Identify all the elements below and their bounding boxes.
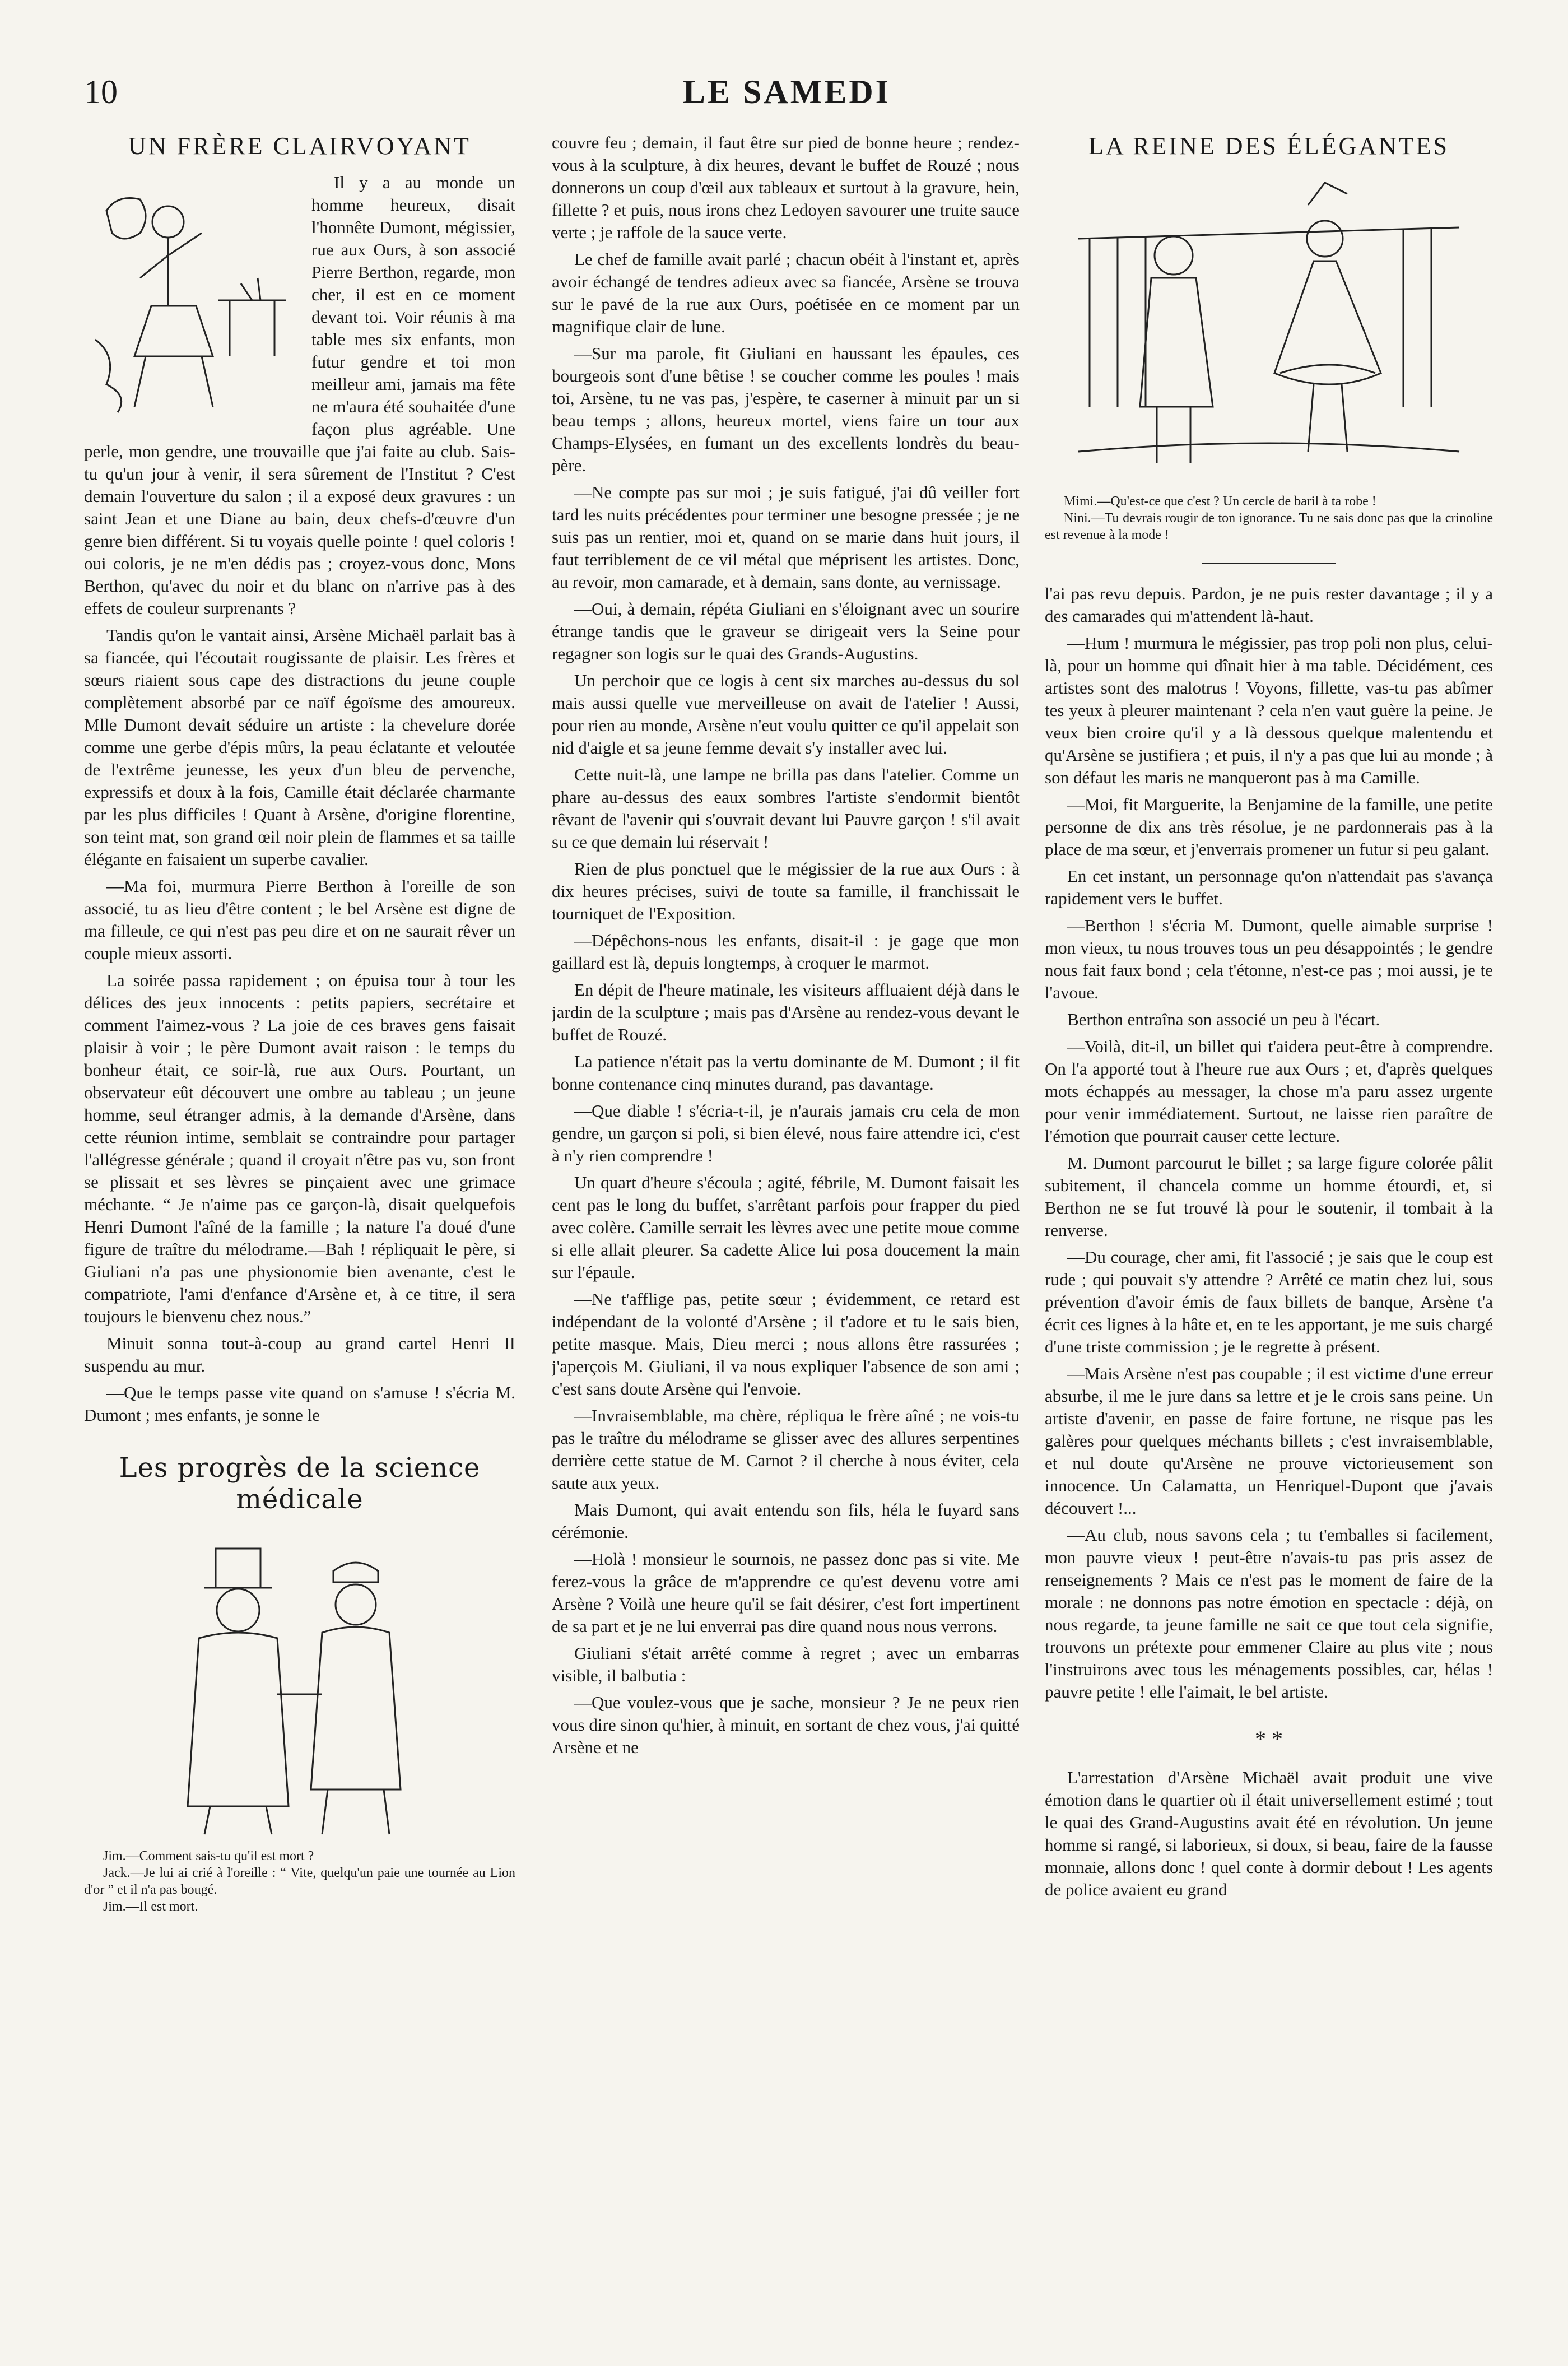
paragraph: —Berthon ! s'écria M. Dumont, quelle aimable surprise ! mon vieux, tu nous trouves tous un peu désappointés ; le gendre nous fait faux bond ; cela t'étonne, n'est-ce pas ; moi aussi, je te l'avoue. [1045,915,1493,1002]
story-lead [84,171,515,624]
paragraph: —Que diable ! s'écria-t-il, je n'aurais jamais cru cela de mon gendre, un garçon si poli, si bien élevé, nous faire attendre ici, c'est à n'y rien comprendre ! [552,1101,1020,1165]
paragraph: —Au club, nous savons cela ; tu t'emballes si facilement, mon pauvre vieux ! peut-être n'avais-tu pas pris assez de renseignements ? Mais ce n'est pas le moment de faire de la morale : ne donnons pas notre émotion en spectacle : déjà, on nous regarde, ta jeune famille ne sait ce que tout cela signifie, trouvons un prétexte pour emmener Claire au plus vite ; nous l'instruirons avec tous les ménagements possibles, car, hélas ! pauvre petite ! elle l'aimait, le bel artiste. [1045,1525,1493,1702]
paragraph: En dépit de l'heure matinale, les visiteurs affluaient déjà dans le jardin de la sculpture ; mais pas d'Arsène au rendez-vous devant le buffet de Rouzé. [552,980,1020,1044]
paragraph: l'ai pas revu depuis. Pardon, je ne puis rester davantage ; il y a des camarades qui m'attendent là-haut. [1045,584,1493,626]
paragraph: Berthon entraîna son associé un peu à l'écart. [1067,1010,1380,1029]
paragraph: M. Dumont parcourut le billet ; sa large figure colorée pâlit subitement, il chancela comme un homme étourdi, et, si Berthon ne se fut trouvé là pour le soutenir, il tombait à la renverse. [1045,1153,1493,1240]
paragraph: —Invraisemblable, ma chère, répliqua le frère aîné ; ne vois-tu pas le traître du mélodrame se glisser avec des allures serpentines derrière cette statue de M. Carnot ? il cherche à nous éviter, cela saute aux yeux. [552,1406,1020,1493]
column-2 [552,132,1020,2268]
column-3 [1045,132,1493,2268]
cartoon-title: Les progrès de la science médicale [119,1452,481,1515]
section-break-stars: * * [1255,1726,1283,1751]
paragraph: Giuliani s'était arrêté comme à regret ; avec un embarras visible, il balbutia : [552,1643,1020,1685]
paragraph: —Ma foi, murmura Pierre Berthon à l'oreille de son associé, tu as lieu d'être content ; le bel Arsène est digne de ma filleule, ce qui n'est pas peu dire et on ne saurait rêver un couple mieux assorti. [84,876,515,963]
two-girls-crinoline-illustration [1067,171,1471,485]
paragraph: Il y a au monde un homme heureux, disait l'honnête Dumont, mégissier, rue aux Ours, à son associé Pierre Berthon, regarde, mon cher, il est en ce moment devant toi. Voir réunis à ma table mes six enfants, mon futur gendre et toi mon meilleur ami, jamais ma fête ne m'aura été souhaitée d'une façon plus agréable. Une perle, mon gendre, une trouvaille que j'ai faite au club. Sais-tu qu'un jour à venir, il sera sûrement de l'Institut ? C'est demain l'ouverture du salon ; il a exposé deux gravures : un saint Jean et une Diane au bain, deux chefs-d'œuvre d'un genre bien différent. Si tu voyais quelle pointe ! quel coloris ! oui coloris, je ne m'en dédis pas ; croyez-vous donc, Mons Berthon, qu'avec du noir et du blanc on n'arrive pas à des effets de couleur surprenants ? [84,173,515,618]
paragraph: La patience n'était pas la vertu dominante de M. Dumont ; il fit bonne contenance cinq minutes durand, pas davantage. [552,1052,1020,1094]
paragraph: La soirée passa rapidement ; on épuisa tour à tour les délices des jeux innocents : petits papiers, secrétaire et comment l'aimez-vous ? La joie de ces braves gens faisait plaisir à voir ; le père Dumont avait raison : le temps du bonheur était, ce soir-là, rue aux Ours. Pourtant, un observateur eût découvert une ombre au tableau ; un jeune homme, seul étranger admis, à la demande d'Arsène, dans cette réunion intime, semblait se contraindre pour partager l'allégresse générale ; quand il croyait n'être pas vu, son front se plissait et ses lèvres se pinçaient avec une grimace méchante. “ Je n'aime pas ce garçon-là, disait quelquefois Henri Dumont l'aîné de la famille ; la nature l'a doué d'une figure de traître du mélodrame.—Bah ! répliquait le père, si Giuliani n'a pas une physionomie bien avenante, c'est le compatriote, l'ami d'enfance d'Arsène et, à ce titre, il sera toujours le bienvenu chez nous.” [84,970,515,1326]
paragraph: Le chef de famille avait parlé ; chacun obéit à l'instant et, après avoir échangé de tendres adieux avec sa fiancée, Arsène se trouva sur le pavé de la rue aux Ours, poétisée en ce moment par un magnifique clair de lune. [552,249,1020,336]
paragraph: —Dépêchons-nous les enfants, disait-il : je gage que mon gaillard est là, depuis longtemps, à croquer le marmot. [552,931,1020,973]
paragraph: Rien de plus ponctuel que le mégissier de la rue aux Ours : à dix heures précises, suivi de toute sa famille, il franchissait le tourniquet de l'Exposition. [552,859,1020,923]
page-number: 10 [84,73,118,110]
paragraph: —Moi, fit Marguerite, la Benjamine de la famille, une petite personne de dix ans très résolue, je ne pardonnerais pas à la place de ma sœur, et j'enverrais promener un futur si peu galant. [1045,794,1493,859]
paragraph: —Holà ! monsieur le sournois, ne passez donc pas si vite. Me ferez-vous la grâce de m'apprendre ce qu'est devenu votre ami Arsène ? Voilà une heure qu'il se fait désirer, c'est fort impertinent de sa part et je ne lui enverrai pas dire quand nous nous verrons. [552,1549,1020,1636]
paragraph: —Ne compte pas sur moi ; je suis fatigué, j'ai dû veiller fort tard les nuits précédentes pour terminer une besogne pressée ; je ne suis pas un rentier, moi et, quand on se marie dans huit jours, il faut terriblement de ce vil métal que méprisent les artistes. Donc, au revoir, mon camarade, et à demain, sans donte, au vernissage. [552,482,1020,592]
journal-title: LE SAMEDI [682,73,891,110]
paragraph: —Que le temps passe vite quand on s'amuse ! s'écria M. Dumont ; mes enfants, je sonne le [84,1383,515,1425]
paragraph: —Que voulez-vous que je sache, monsieur ? Je ne peux rien vous dire sinon qu'hier, à minuit, en sortant de chez vous, j'ai quitté Arsène et ne [552,1693,1020,1757]
story-title: UN FRÈRE CLAIRVOYANT [128,132,471,160]
paragraph: —Ne t'afflige pas, petite sœur ; évidemment, ce retard est indépendant de la volonté d'Arsène ; il t'adore et tu le sais bien, petite masque. Mais, Dieu merci ; nous allons être rassurées ; j'aperçois M. Giuliani, il va nous expliquer l'absence de son ami ; c'est sans doute Arsène qui l'envoie. [552,1289,1020,1398]
paragraph: Minuit sonna tout-à-coup au grand cartel Henri II suspendu au mur. [84,1333,515,1375]
paragraph: couvre feu ; demain, il faut être sur pied de bonne heure ; rendez-vous à la sculpture, à dix heures, devant le buffet de Rouzé ; nous donnerons un coup d'œil aux tableaux et surtout à la gravure, hein, fillette ? et puis, nous irons chez Ledoyen savourer une truite sauce verte ; je raffole de la sauce verte. [552,133,1020,242]
caption-line: Jim.—Il est mort. [103,1899,198,1914]
paragraph: —Sur ma parole, fit Giuliani en haussant les épaules, ces bourgeois sont d'une bêtise ! se coucher comme les poules ! mais toi, Arsène, tu ne vas pas, j'espère, te caserner à minuit par un si beau temps ; allons, heureux mortel, viens faire un tour aux Champs-Elysées, en fumant un des excellents londrès du beau-père. [552,343,1020,475]
divider [1202,563,1336,564]
paragraph: Un perchoir que ce logis à cent six marches au-dessus du sol mais aussi quelle vue merveilleuse on avait de l'atelier ! Aussi, pour rien au monde, Arsène n'eut voulu quitter ce qu'il appelait son nid d'aigle et sa jeune femme devait s'y installer avec lui. [552,671,1020,757]
paragraph: Cette nuit-là, une lampe ne brilla pas dans l'atelier. Comme un phare au-dessus des eaux sombres l'artiste s'endormit bientôt rêvant de l'avenir qui s'ouvrait devant lui Pauvre garçon ! s'il avait su ce que demain lui réservait ! [552,765,1020,852]
two-men-cartoon-illustration [132,1526,468,1840]
paragraph: Un quart d'heure s'écoula ; agité, fébrile, M. Dumont faisait les cent pas le long du buffet, s'arrêtant parfois pour frapper du pied avec colère. Camille serrait les lèvres avec une petite moue comme si elle allait pleurer. Sa cadette Alice lui posa doucement la main sur l'épaule. [552,1173,1020,1282]
paragraph: En cet instant, un personnage qu'on n'attendait pas s'avança rapidement vers le buffet. [1045,866,1493,908]
dinner-toast-illustration [84,171,303,418]
caption-line: Jim.—Comment sais-tu qu'il est mort ? [103,1849,314,1863]
paragraph: Tandis qu'on le vantait ainsi, Arsène Michaël parlait bas à sa fiancée, qui l'écoutait rougissante de plaisir. Les frères et sœurs riaient sous cape des distractions du jeune couple complètement absorbé par ce naïf égoïsme des amoureux. Mlle Dumont devait séduire un artiste : la chevelure dorée comme une gerbe d'épis mûrs, la peau éclatante et veloutée de l'extrême jeunesse, les yeux d'un bleu de pervenche, expressifs et doux à la fois, Camille était déclarée charmante par les plus difficiles ! Quant à Arsène, d'origine florentine, son teint mat, son grand œil noir plein de flammes et sa taille élégante en faisaient un superbe cavalier. [84,625,515,869]
paragraph: Mais Dumont, qui avait entendu son fils, héla le fuyard sans cérémonie. [552,1500,1020,1542]
caption-line: Mimi.—Qu'est-ce que c'est ? Un cercle de baril à ta robe ! [1064,494,1376,509]
paragraph: —Hum ! murmura le mégissier, pas trop poli non plus, celui-là, pour un homme qui dînait hier à ma table. Décidément, ces artistes sont des malotrus ! Voyons, fillette, vas-tu pas abîmer tes yeux à pleurer maintenant ? cela n'en vaut guère la peine. Je veux bien croire qu'il y a là dessous quelque malentendu et qu'Arsène se justifiera ; et puis, il n'y a pas que lui au monde ; à son défaut les maris ne manqueront pas à ma Camille. [1045,633,1493,787]
cartoon-title: LA REINE DES ÉLÉGANTES [1088,132,1450,160]
paragraph: —Du courage, cher ami, fit l'associé ; je sais que le coup est rude ; qui pouvait s'y attendre ? Arrêté ce matin chez lui, sous prévention d'avoir émis de faux billets de banque, Arsène t'a écrit ces lignes à la hâte et, en te les apportant, je me suis chargé d'une triste commission ; je le regrette à présent. [1045,1247,1493,1356]
column-1 [84,132,515,2268]
paragraph: —Oui, à demain, répéta Giuliani en s'éloignant avec un sourire étrange tandis que le graveur se dirigeait vers la Seine pour regagner son logis sur le quai des Grands-Augustins. [552,599,1020,663]
paragraph: —Voilà, dit-il, un billet qui t'aidera peut-être à comprendre. On l'a apporté tout à l'heure rue aux Ours ; et, d'après quelques mots échappés au messager, la chose m'a paru assez urgente pour venir immédiatement. Surtout, ne laisse rien paraître de l'émotion que pourrait causer cette lecture. [1045,1036,1493,1146]
page-header [84,67,1490,123]
paragraph: —Mais Arsène n'est pas coupable ; il est victime d'une erreur absurbe, il me le jure dans sa lettre et je le crois sans peine. Un artiste d'avenir, en passe de faire fortune, ne risque pas les galères pour quelques méchants billets ; c'est invraisemblable, et nul doute qu'Arsène ne prouve victorieusement son innocence. Un Calamatta, un Henriquel-Dupont que j'avais découvert !... [1045,1364,1493,1518]
paragraph: L'arrestation d'Arsène Michaël avait produit une vive émotion dans le quartier où il était universellement estimé ; tout le quai des Grand-Augustins avait été en révolution. Un jeune homme si rangé, si laborieux, si doux, si beau, faire de la fausse monnaie, allons donc ! quel conte à dormir debout ! Les agents de police avaient eu grand [1045,1768,1493,1899]
caption-line: Jack.—Je lui ai crié à l'oreille : “ Vite, quelqu'un paie une tournée au Lion d'or ” et il n'a pas bougé. [84,1866,515,1897]
caption-line: Nini.—Tu devrais rougir de ton ignorance. Tu ne sais donc pas que la crinoline est revenue à la mode ! [1045,511,1493,542]
